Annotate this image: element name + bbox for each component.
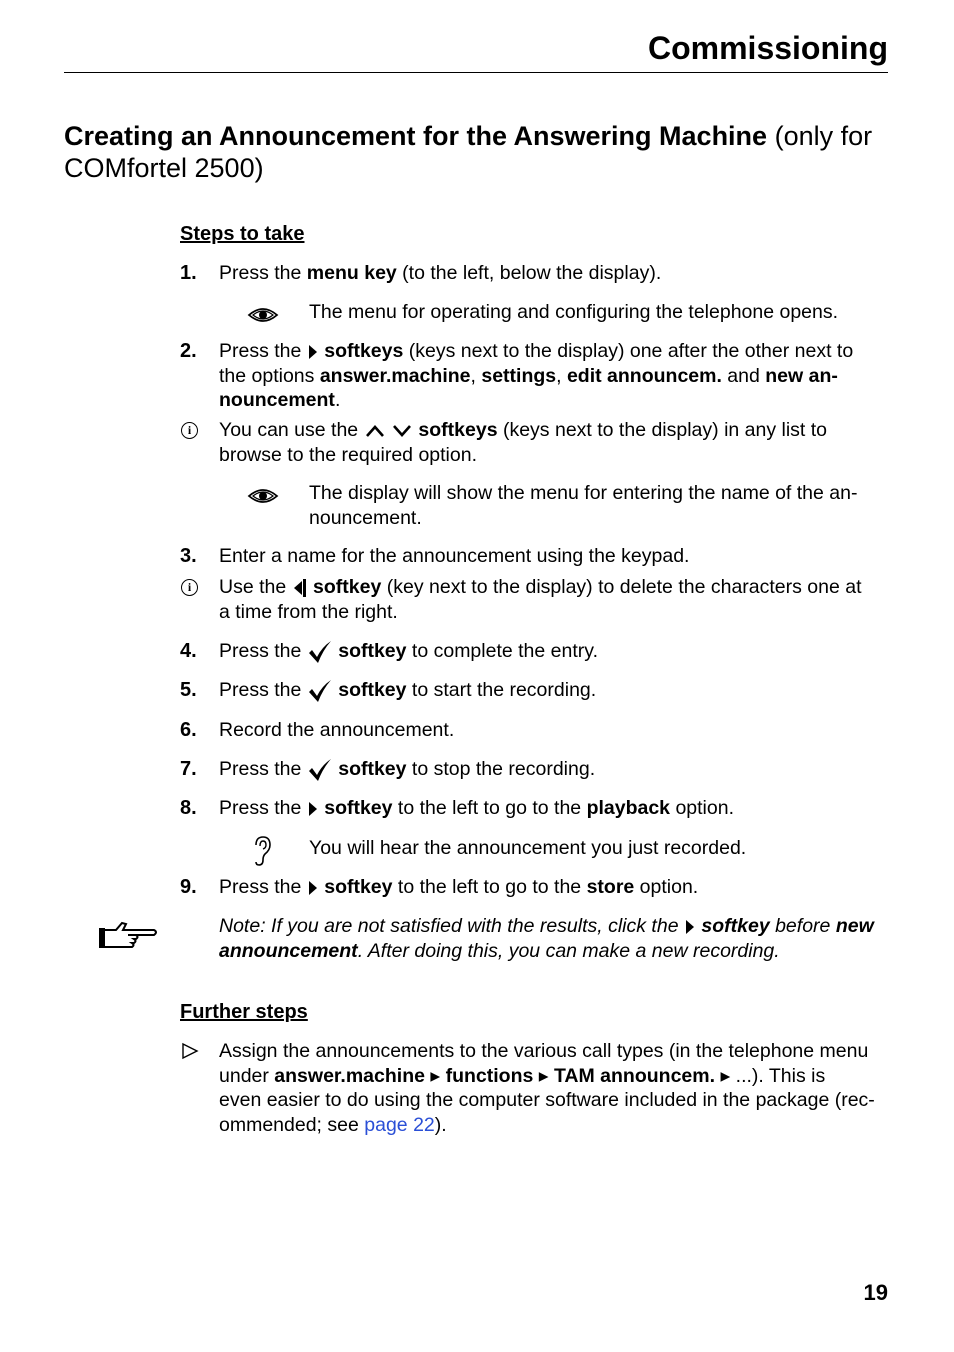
- up-arrow-icon: [364, 423, 386, 439]
- step-number: 4.: [180, 640, 197, 662]
- page-header: [64, 28, 888, 73]
- checkmark-icon: [307, 758, 333, 782]
- result-text: You will hear the announcement you just recorded.: [309, 837, 747, 859]
- further-steps-text: Assign the announcements to the various call types (in the telephone menu under answer.machine ▸ functions ▸ TAM announcem. ▸ ...). This is even easier to do using the computer software included in the package (rec- ommended; see page 22).: [219, 1040, 875, 1136]
- info-icon: i: [181, 422, 198, 439]
- steps-heading: Steps to take: [180, 223, 305, 245]
- step-number: 5.: [180, 679, 197, 701]
- step-text: Press the softkeys (keys next to the display) one after the other next to the options answer.machine, settings, edit announcem. and new an- nouncement.: [219, 340, 854, 411]
- right-arrow-softkey-icon: [307, 879, 319, 897]
- note-text: Note: If you are not satisfied with the results, click the softkey before new announcement. After doing this, you can make a new recording.: [219, 915, 874, 962]
- right-arrow-softkey-icon: [307, 800, 319, 818]
- page-link[interactable]: page 22: [364, 1113, 435, 1136]
- section-title-suffix: (only for: [767, 121, 873, 151]
- section-title-bold: Creating an Announcement for the Answering Machine: [64, 121, 768, 151]
- info-text: Use the softkey (key next to the display) to delete the characters one at a time from the right.: [219, 576, 862, 623]
- backspace-arrow-icon: [292, 577, 308, 599]
- section-title: [64, 120, 894, 184]
- eye-icon: [247, 304, 279, 326]
- info-icon: i: [181, 579, 198, 596]
- step-text: Enter a name for the announcement using the keypad.: [219, 545, 690, 567]
- page-number: 19: [863, 1280, 888, 1305]
- step-number: 6.: [180, 719, 197, 741]
- triangle-bullet-icon: [181, 1042, 199, 1060]
- result-text: The display will show the menu for entering the name of the an- nouncement.: [309, 482, 858, 529]
- step-text: Press the softkey to the left to go to the store option.: [219, 876, 699, 898]
- step-number: 3.: [180, 545, 197, 567]
- step-text: Press the softkey to stop the recording.: [219, 758, 596, 780]
- step-text: Press the softkey to the left to go to the playback option.: [219, 797, 734, 819]
- step-number: 1.: [180, 262, 197, 284]
- pointing-hand-icon: [96, 919, 160, 951]
- step-text: Press the softkey to start the recording.: [219, 679, 597, 701]
- right-arrow-softkey-icon: [307, 343, 319, 361]
- section-title-line2: COMfortel 2500): [64, 153, 264, 183]
- checkmark-icon: [307, 640, 333, 664]
- step-text: Press the menu key (to the left, below the display).: [219, 262, 662, 284]
- step-number: 9.: [180, 876, 197, 898]
- result-text: The menu for operating and configuring the telephone opens.: [309, 301, 839, 323]
- header-title: Commissioning: [647, 30, 888, 66]
- step-number: 2.: [180, 340, 197, 362]
- further-steps-heading: Further steps: [180, 1001, 308, 1023]
- right-arrow-softkey-icon: [684, 918, 696, 936]
- step-text: Press the softkey to complete the entry.: [219, 640, 598, 662]
- step-number: 8.: [180, 797, 197, 819]
- step-text: Record the announcement.: [219, 719, 455, 741]
- step-number: 7.: [180, 758, 197, 780]
- down-arrow-icon: [391, 423, 413, 439]
- eye-icon: [247, 485, 279, 507]
- checkmark-icon: [307, 679, 333, 703]
- info-text: You can use the softkeys (keys next to the display) in any list to browse to the required option.: [219, 419, 828, 466]
- ear-icon: [251, 835, 273, 867]
